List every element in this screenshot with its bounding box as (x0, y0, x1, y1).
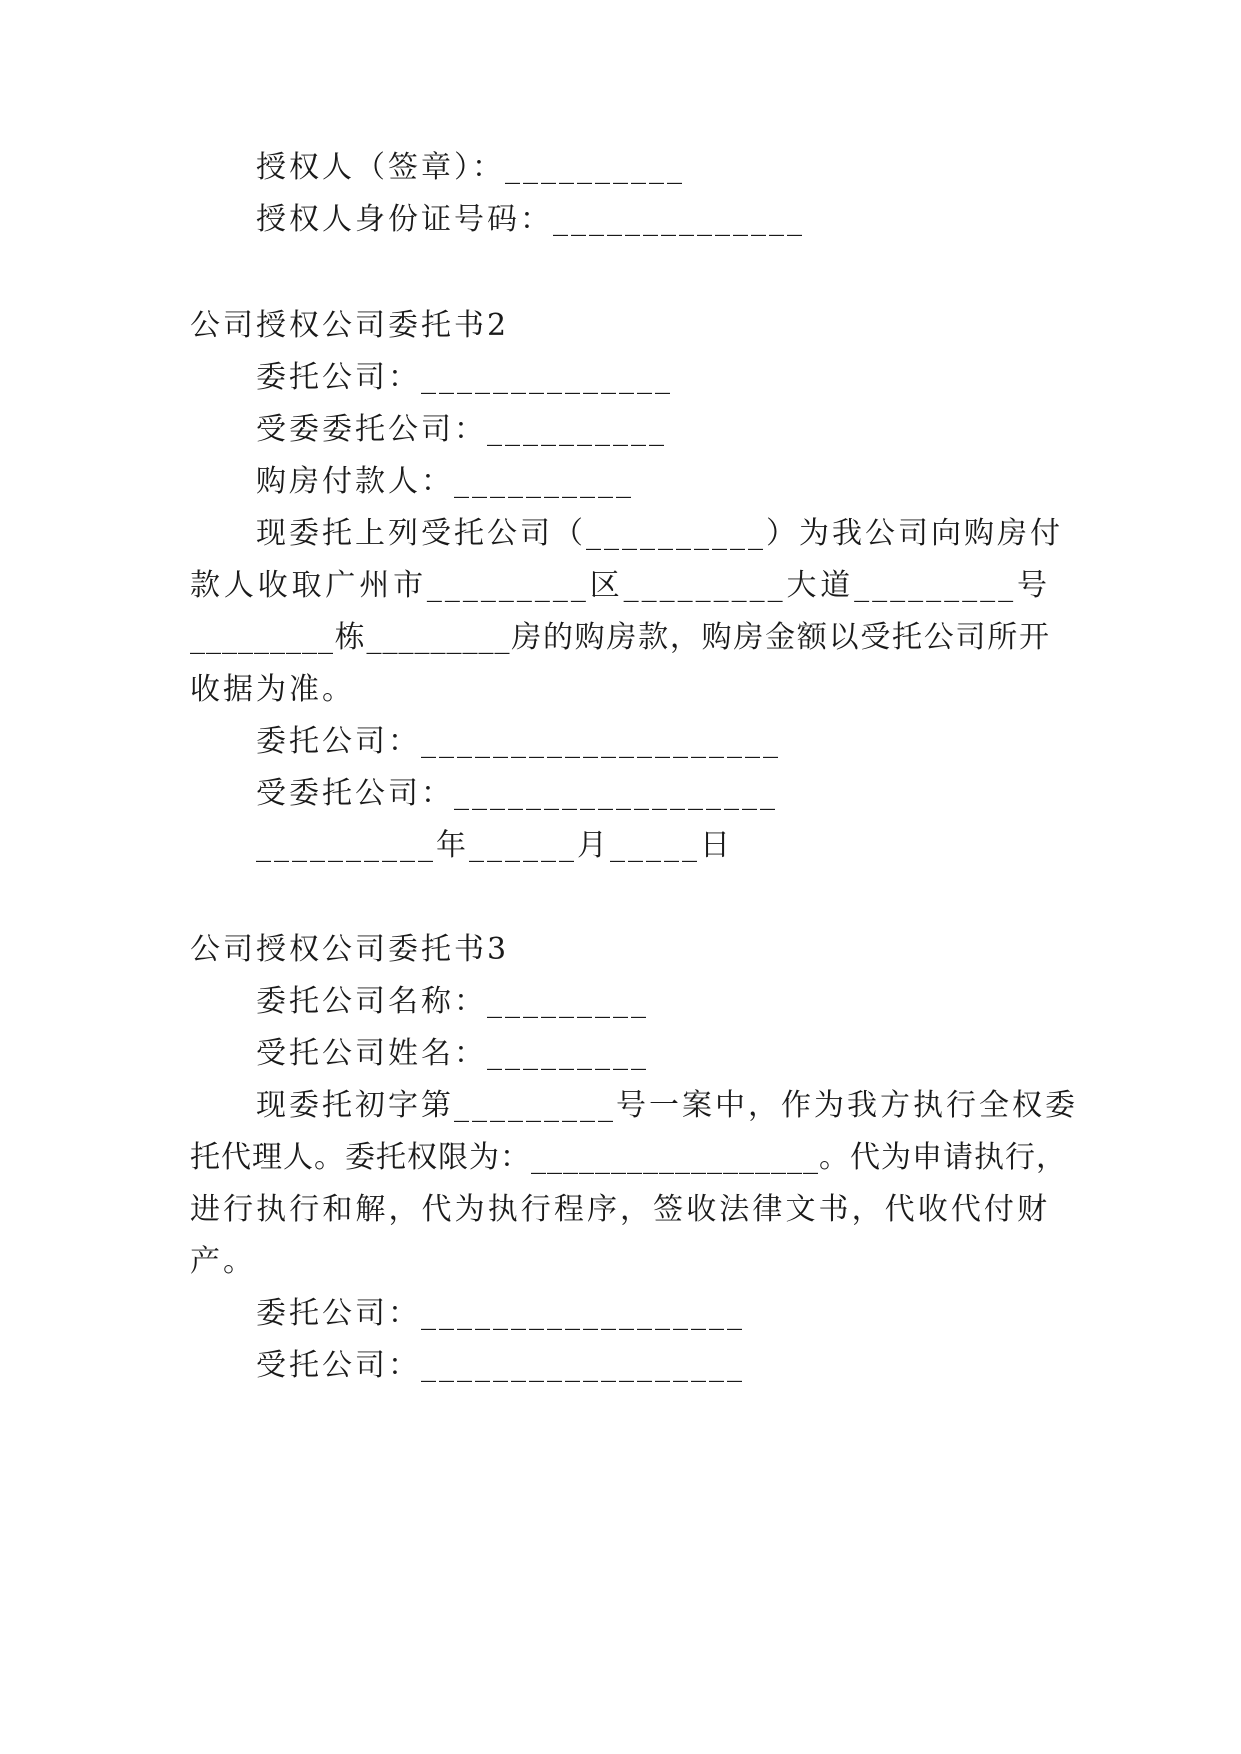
section-2-title: 公司授权公司委托书2 (190, 308, 510, 343)
s2-body-line-2: 款人收取广州市_________区_________大道_________号 (190, 568, 1050, 603)
s3-body-line-1: 现委托初字第_________号一案中，作为我方执行全权委 (256, 1088, 1078, 1123)
s3-entrusted-signature-line: 受托公司：__________________ (256, 1348, 745, 1383)
s3-body-line-3: 进行执行和解，代为执行程序，签收法律文书，代收代付财 (190, 1192, 1050, 1227)
s2-principal-company-line: 委托公司：______________ (256, 360, 673, 395)
section-3-title: 公司授权公司委托书3 (190, 932, 510, 967)
s2-entrusted-signature-line: 受委托公司：__________________ (256, 776, 778, 811)
grantor-id-number-line: 授权人身份证号码：______________ (256, 202, 805, 237)
grantor-signature-line: 授权人（签章）：__________ (256, 150, 685, 185)
s2-date-line: __________年______月_____日 (256, 828, 733, 863)
s3-entrusted-name-line: 受托公司姓名：_________ (256, 1036, 649, 1071)
s3-principal-name-line: 委托公司名称：_________ (256, 984, 649, 1019)
s2-payer-line: 购房付款人：__________ (256, 464, 634, 499)
s2-principal-signature-line: 委托公司：____________________ (256, 724, 781, 759)
s2-body-line-4: 收据为准。 (190, 672, 355, 707)
s3-body-line-4: 产。 (190, 1244, 256, 1279)
s2-body-line-1: 现委托上列受托公司（__________）为我公司向购房付 (256, 516, 1063, 551)
s3-body-line-2: 托代理人。委托权限为：__________________。代为申请执行， (190, 1140, 1067, 1175)
s2-entrusted-company-line: 受委委托公司：__________ (256, 412, 667, 447)
s3-principal-signature-line: 委托公司：__________________ (256, 1296, 745, 1331)
s2-body-line-3: _________栋_________房的购房款，购房金额以受托公司所开 (190, 620, 1050, 655)
